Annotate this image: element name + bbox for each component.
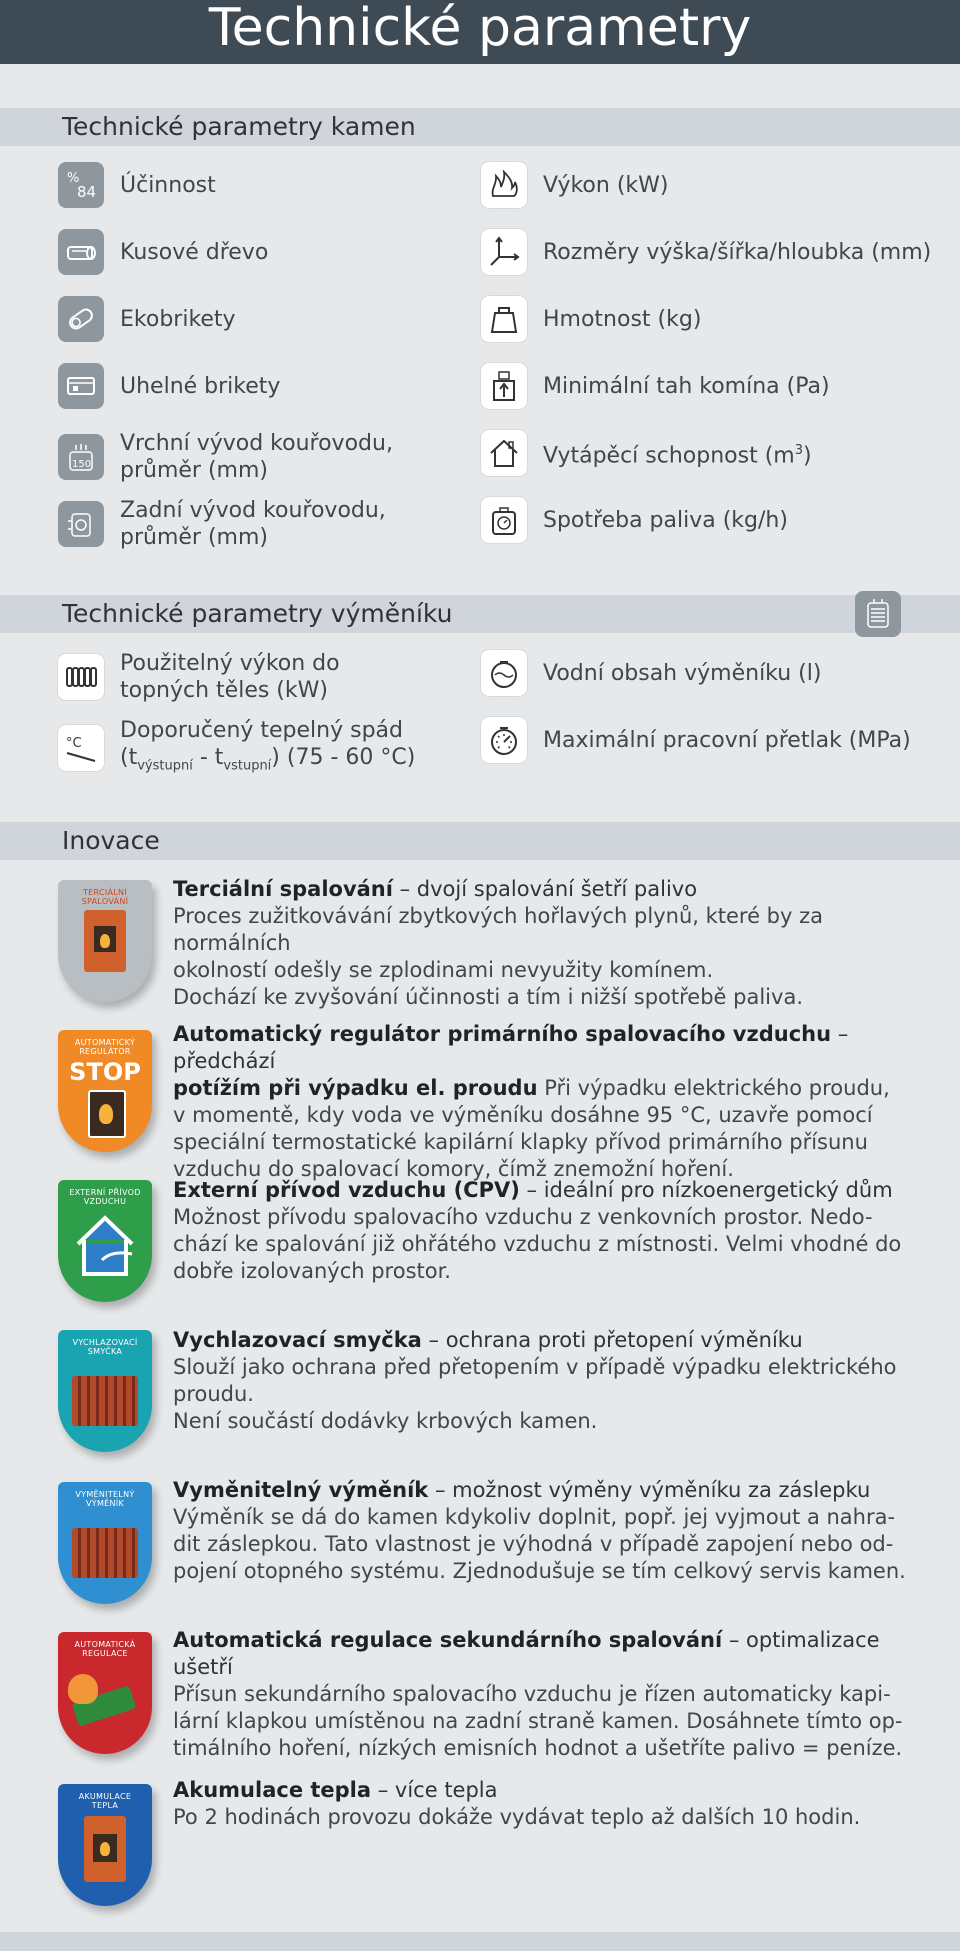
pressure-gauge-icon bbox=[481, 717, 527, 763]
badge-stop-regulator: AUTOMATICKÝ REGULÁTOR STOP bbox=[58, 1030, 152, 1152]
heat-exchanger-icon bbox=[855, 591, 901, 637]
innovation-tertiary-combustion: Terciální spalování – dvojí spalování šetří palivo Proces zužitkovávání zbytkových hořlavých plynů, které by za normálních okolností odešly se zplodinami nevyužity komínem. Dochází ke zvyšování účinnosti a tím i nižší spotřebě paliva. bbox=[173, 877, 824, 1009]
innovation-exchangeable-exchanger: Vyměnitelný výměník – možnost výměny výměníku za záslepku Výměník se dá do kamen kdykoliv doplnit, popř. jej vyjmout a nahra- dit záslepkou. Tato vlastnost je výhodná v případě zapojení nebo od- pojení otopného systému. Zjednodušuje se tím celkový servis kamen. bbox=[173, 1478, 906, 1583]
svg-text:%: % bbox=[67, 171, 80, 186]
section-header-inovace bbox=[0, 822, 960, 860]
weight-icon bbox=[481, 296, 527, 342]
param-eco-briquettes: Ekobrikety bbox=[58, 296, 236, 342]
param-weight: Hmotnost (kg) bbox=[481, 296, 701, 342]
section-title: Technické parametry kamen bbox=[62, 112, 416, 141]
badge-secondary-regulation: AUTOMATICKÁ REGULACE bbox=[58, 1632, 152, 1754]
svg-text:°C: °C bbox=[66, 736, 82, 752]
innovation-heat-accumulation: Akumulace tepla – více tepla Po 2 hodinách provozu dokáže vydávat teplo až dalších 10 hodin. bbox=[173, 1778, 861, 1829]
top-flue-icon bbox=[58, 434, 104, 480]
percent-84-icon bbox=[58, 162, 104, 208]
radiator-icon bbox=[58, 654, 104, 700]
section-header-vymenik bbox=[0, 595, 960, 633]
param-efficiency: % 84 Účinnost bbox=[58, 162, 216, 208]
section-title: Inovace bbox=[62, 826, 160, 855]
badge-heat-accumulation: AKUMULACE TEPLA bbox=[58, 1784, 152, 1906]
param-coal-briquettes: Uhelné brikety bbox=[58, 363, 280, 409]
param-top-flue: 150 Vrchní vývod kouřovodu, průměr (mm) bbox=[58, 430, 393, 484]
innovation-cooling-loop: Vychlazovací smyčka – ochrana proti přetopení výměníku Slouží jako ochrana před přetopením v případě výpadku elektrického proudu. Není součástí dodávky krbových kamen. bbox=[173, 1328, 897, 1433]
water-content-icon bbox=[481, 650, 527, 696]
house-icon bbox=[481, 430, 527, 476]
rear-flue-icon bbox=[58, 501, 104, 547]
badge-external-air: EXTERNÍ PŘÍVOD VZDUCHU bbox=[58, 1180, 152, 1302]
wood-log-icon bbox=[58, 229, 104, 275]
svg-text:150: 150 bbox=[72, 459, 92, 470]
param-temperature-gradient: °C Doporučený tepelný spád $(t_{výstupní} - t_{vstupní})$ (75 - 60 °C) bbox=[58, 717, 415, 779]
param-power: Výkon (kW) bbox=[481, 162, 669, 208]
innovation-secondary-combustion: Automatická regulace sekundárního spalování – optimalizace ušetří Přísun sekundárního spalovacího vzduchu je řízen automaticky kapi- lární klapkou umístěnou na zadní straně kamen. Dosáhnete tímto op- timálního hoření, nízkých emisních hodnot a ušetříte palivo = peníze. bbox=[173, 1628, 903, 1760]
coal-briquette-icon bbox=[58, 363, 104, 409]
param-heating-capacity: Vytápěcí schopnost $(m^3)$ bbox=[481, 430, 812, 476]
fuel-scale-icon bbox=[481, 497, 527, 543]
param-rear-flue: Zadní vývod kouřovodu, průměr (mm) bbox=[58, 497, 386, 551]
footer-band bbox=[0, 1932, 960, 1951]
param-chimney-draft: Minimální tah komína (Pa) bbox=[481, 363, 830, 409]
param-wood: Kusové dřevo bbox=[58, 229, 268, 275]
badge-cooling-loop: VYCHLAZOVACÍ SMYČKA bbox=[58, 1330, 152, 1452]
param-radiator-output: Použitelný výkon do topných těles (kW) bbox=[58, 650, 340, 704]
section-title: Technické parametry výměníku bbox=[62, 599, 453, 628]
badge-exchangeable-exchanger: VYMĚNITELNÝ VÝMĚNÍK bbox=[58, 1482, 152, 1604]
innovation-primary-air-regulator: Automatický regulátor primárního spalovacího vzduchu – předchází potížím při výpadku el. proudu Při výpadku elektrického proudu, v momentě, kdy voda ve výměníku dosáhne 95 °C, uzavře pomocí speciální termostatické kapilární klapky přívod primárního přísunu vzduchu do spalovací komory, čímž znemožní hoření. bbox=[173, 1022, 890, 1181]
dimensions-axes-icon bbox=[481, 229, 527, 275]
innovation-external-air-intake: Externí přívod vzduchu (CPV) – ideální pro nízkoenergetický dům Možnost přívodu spalovacího vzduchu z venkovních prostor. Nedo- chází ke spalování již ohřátého vzduchu z místnosti. Velmi vhodné do dobře izolovaných prostor. bbox=[173, 1178, 902, 1283]
param-water-content: Vodní obsah výměníku (l) bbox=[481, 650, 821, 696]
svg-text:84: 84 bbox=[77, 183, 97, 201]
section-header-kamen bbox=[0, 108, 960, 146]
temperature-gradient-icon bbox=[58, 725, 104, 771]
eco-briquette-icon bbox=[58, 296, 104, 342]
badge-tertiary-combustion: TERCIÁLNÍ SPALOVÁNÍ bbox=[58, 880, 152, 1002]
chimney-draft-icon bbox=[481, 363, 527, 409]
param-dimensions: Rozměry výška/šířka/hloubka (mm) bbox=[481, 229, 931, 275]
param-max-pressure: Maximální pracovní přetlak (MPa) bbox=[481, 717, 911, 763]
param-fuel-consumption: Spotřeba paliva (kg/h) bbox=[481, 497, 788, 543]
page-title-bar bbox=[0, 0, 960, 64]
page-title: Technické parametry bbox=[208, 0, 752, 58]
flame-icon bbox=[481, 162, 527, 208]
